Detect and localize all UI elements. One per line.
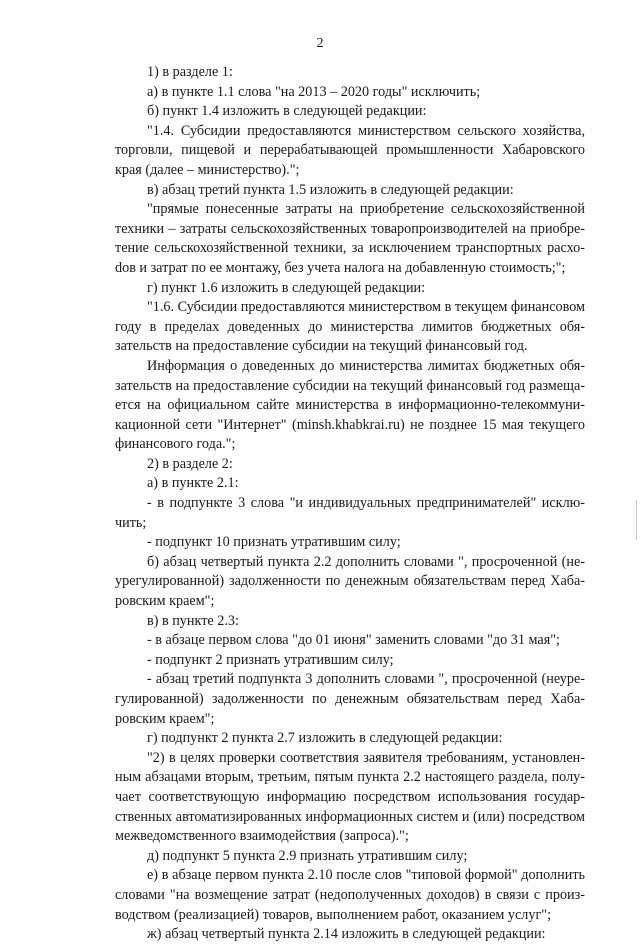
page-number: 2 (316, 36, 324, 51)
paragraph: е) в абзаце первом пункта 2.10 после слов "типовой формой" дополнить словами "на возмещение затрат (недополученных доходов) в связи с производством (реализацией) товаров, выполнением работ, оказанием услуг"; (115, 867, 585, 923)
paragraph: "прямые понесенные затраты на приобретение сельскохозяйственной техники – затраты сельскохозяйственных товаропроизводителей на приобретение сельскохозяйственной техники, за исключением транспортных расхоdов и затрат по ее монтажу, без учета налога на добавленную стоимость;"; (115, 201, 585, 276)
paragraph: в) абзац третий пункта 1.5 изложить в следующей редакции: (147, 181, 514, 198)
paragraph: д) подпункт 5 пункта 2.9 признать утратившим силу; (147, 847, 468, 864)
paragraph: в) в пункте 2.3: (147, 612, 239, 629)
document-body (115, 63, 585, 945)
paragraph: а) в пункте 2.1: (147, 475, 239, 492)
paragraph: - абзац третий подпункта 3 дополнить словами ", просроченной (неурегулированной) задолженности по денежным обязательствам перед Хабаровским краем"; (115, 671, 585, 727)
paragraph: 2) в разделе 2: (147, 455, 233, 472)
paragraph: "2) в целях проверки соответствия заявителя требованиям, установленным абзацами вторым, третьим, пятым пункта 2.2 настоящего раздела, получает соответствующую информацию посредством использования государственных автоматизированных информационных систем и (или) посредством межведомственного взаимодействия (запроса)."; (115, 749, 585, 845)
paragraph: ж) абзац четвертый пункта 2.14 изложить в следующей редакции: (147, 926, 546, 943)
paragraph: б) абзац четвертый пункта 2.2 дополнить словами ", просроченной (неурегулированной) задолженности по денежным обязательствам перед Хабаровским краем"; (115, 553, 585, 610)
paragraph: 1) в разделе 1: (147, 64, 233, 80)
paragraph: Информация о доведенных до министерства лимитах бюджетных обязательств на предоставление субсидии на текущий финансовый год размещается на официальном сайте министерства в информационно-телекоммуникационной сети "Интернет" (minsh.khabkrai.ru) не позднее 15 мая текущего финансового года."; (115, 357, 585, 453)
paragraph: - в абзаце первом слова "до 01 июня" заменить словами "до 31 мая"; (147, 632, 560, 649)
paragraph: г) подпункт 2 пункта 2.7 изложить в следующей редакции: (147, 730, 503, 747)
paragraph: а) в пункте 1.1 слова "на 2013 – 2020 годы" исключить; (147, 83, 481, 100)
paragraph: б) пункт 1.4 изложить в следующей редакции: (147, 103, 427, 120)
paragraph: "1.6. Субсидии предоставляются министерством в текущем финансовом году в пределах доведенных до министерства лимитов бюджетных обязательств на предоставление субсидии на текущий финансовый год. (115, 299, 585, 355)
paragraph: - подпункт 2 признать утратившим силу; (147, 651, 394, 668)
paragraph: "1.4. Субсидии предоставляются министерством сельского хозяйства, торговли, пищевой и перерабатывающей промышленности Хабаровского края (далее – министерство)."; (115, 122, 585, 178)
paragraph: - в подпункте 3 слова "и индивидуальных предпринимателей" исключить; (115, 495, 585, 531)
paragraph: г) пункт 1.6 изложить в следующей редакции: (147, 279, 426, 296)
scan-edge-mark (636, 500, 637, 540)
paragraph: - подпункт 10 признать утратившим силу; (147, 534, 401, 551)
